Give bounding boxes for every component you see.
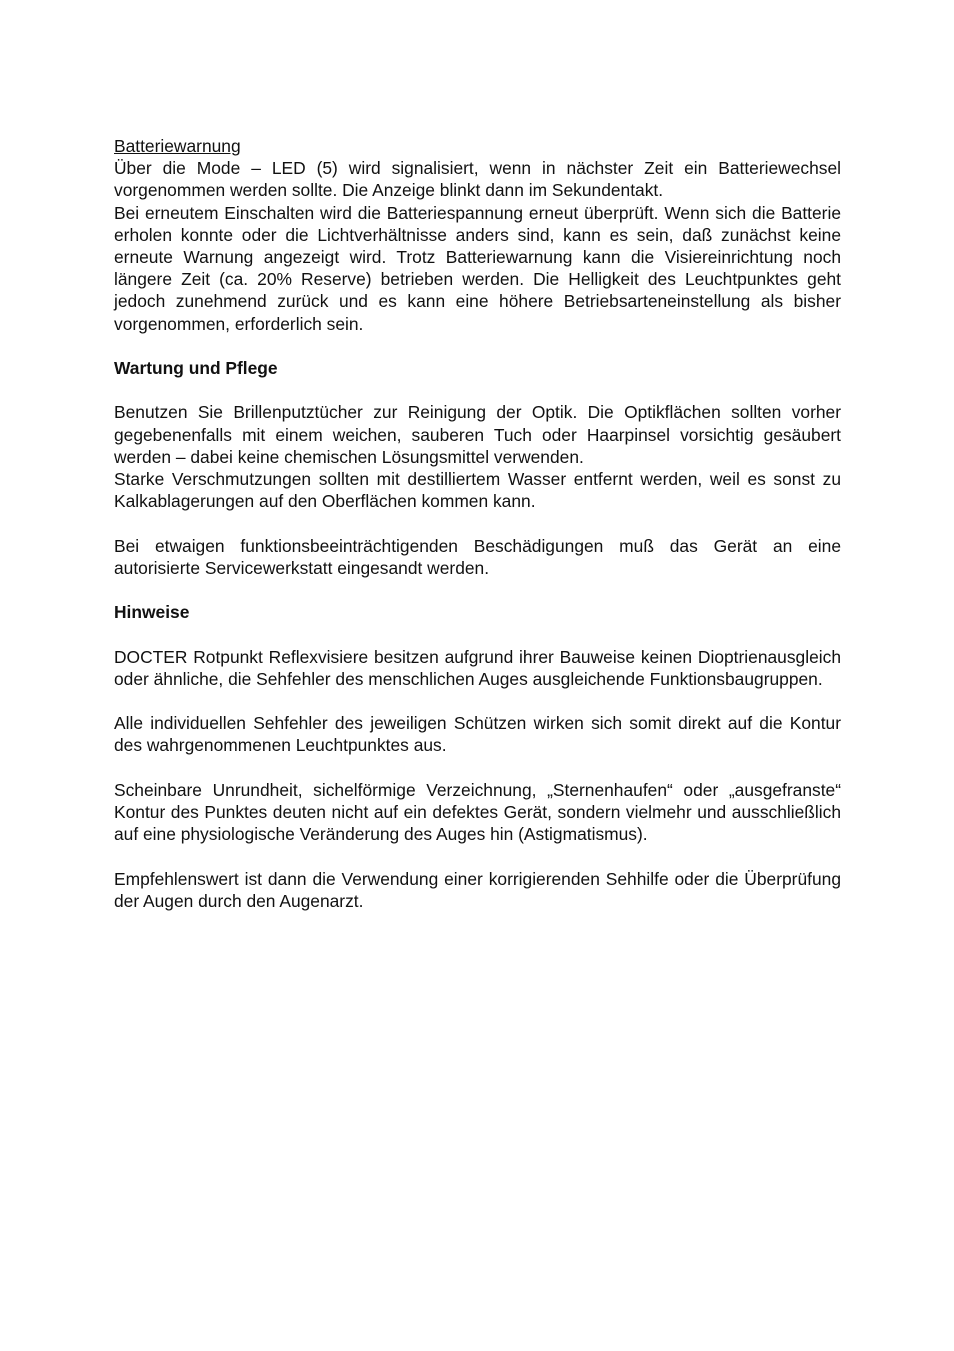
maintenance-paragraph-2: Starke Verschmutzungen sollten mit destilliertem Wasser entfernt werden, weil es sonst zu Kalkablagerungen auf den Oberflächen kommen kann. [114,469,841,512]
notes-heading: Hinweise [114,602,190,623]
notes-paragraph-4: Empfehlenswert ist dann die Verwendung einer korrigierenden Sehhilfe oder die Überprüfung der Augen durch den Augenarzt. [114,868,841,911]
maintenance-paragraph-3: Bei etwaigen funktionsbeeinträchtigenden Beschädigungen muß das Gerät an eine autorisierte Servicewerkstatt eingesandt werden. [114,535,841,578]
notes-paragraph-1: DOCTER Rotpunkt Reflexvisiere besitzen aufgrund ihrer Bauweise keinen Dioptrienausgleich oder ähnliche, die Sehfehler des menschlichen Auges ausgleichende Funktionsbaugruppen. [114,646,841,689]
maintenance-paragraph-1: Benutzen Sie Brillenputztücher zur Reinigung der Optik. Die Optikflächen sollten vorher gegebenenfalls mit einem weichen, sauberen Tuch oder Haarpinsel vorsichtig gesäubert werden – dabei keine chemischen Lösungsmittel verwenden. [114,402,841,467]
battery-warning-paragraph-2: Bei erneutem Einschalten wird die Batteriespannung erneut überprüft. Wenn sich die Batterie erholen konnte oder die Lichtverhältnisse anders sind, kann es sein, daß zunächst keine erneute Warnung angezeigt wird. Trotz Batteriewarnung kann die Visiereinrichtung noch längere Zeit (ca. 20% Reserve) betrieben werden. Die Helligkeit des Leuchtpunktes geht jedoch zunehmend zurück und es kann eine höhere Betriebsarteneinstellung als bisher vorgenommen, erforderlich sein. [114,202,841,334]
maintenance-heading: Wartung und Pflege [114,358,278,379]
battery-warning-heading: Batteriewarnung [114,136,241,156]
notes-paragraph-2: Alle individuellen Sehfehler des jeweiligen Schützen wirken sich somit direkt auf die Kontur des wahrgenommenen Leuchtpunktes aus. [114,713,841,756]
battery-warning-paragraph-1: Über die Mode – LED (5) wird signalisiert, wenn in nächster Zeit ein Batteriewechsel vorgenommen werden sollte. Die Anzeige blinkt dann im Sekundentakt. [114,158,841,201]
document-page [114,135,841,912]
notes-paragraph-3: Scheinbare Unrundheit, sichelförmige Verzeichnung, „Sternenhaufen“ oder „ausgefranste“ Kontur des Punktes deuten nicht auf ein defektes Gerät, sondern vielmehr und ausschließlich auf eine physiologische Veränderung des Auges hin (Astigmatismus). [114,779,841,845]
